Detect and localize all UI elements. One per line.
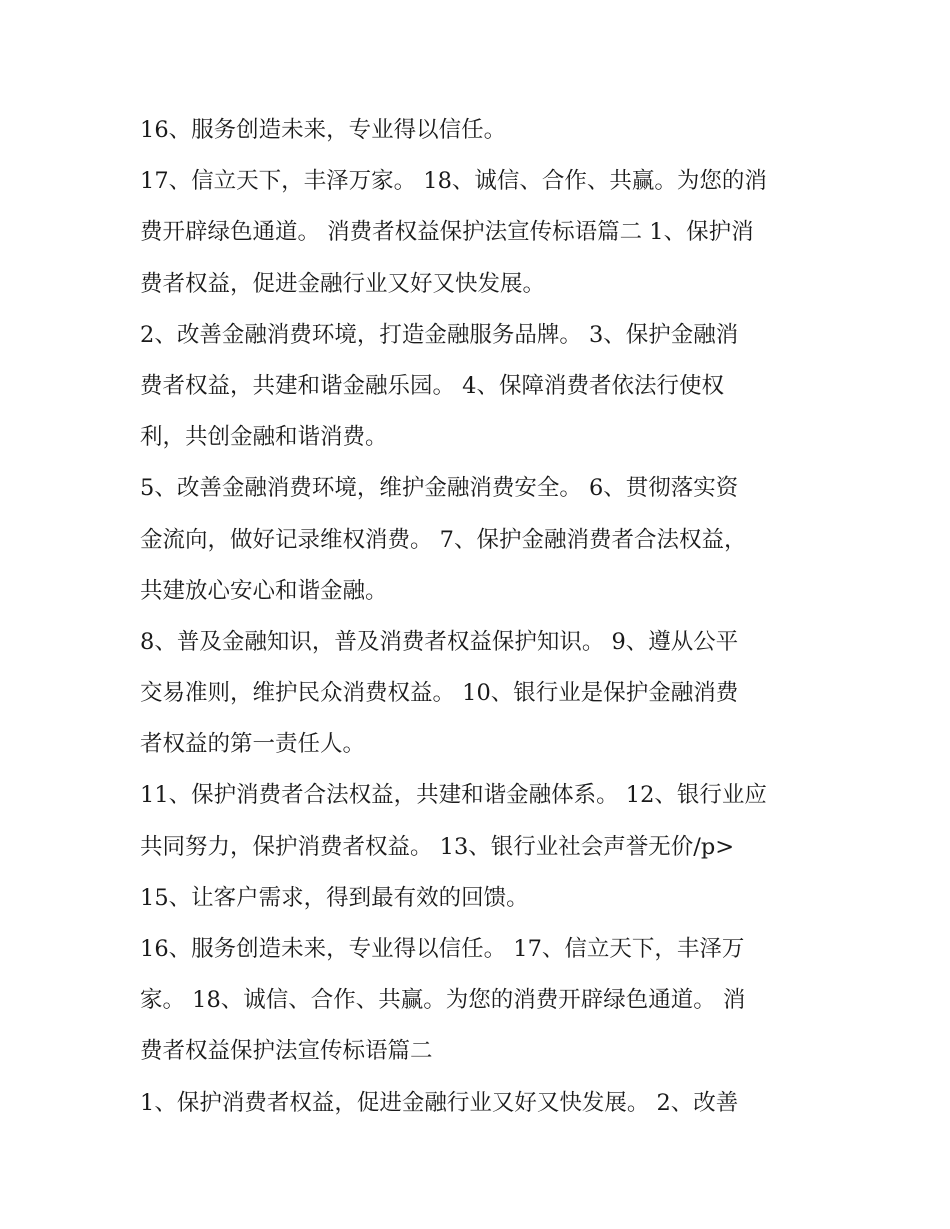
- text-line: 2、改善金融消费环境，打造金融服务品牌。 3、保护金融消: [140, 321, 739, 348]
- text-line: 交易准则，维护民众消费权益。 10、银行业是保护金融消费: [140, 680, 739, 707]
- text-line: 15、让客户需求，得到最有效的回馈。: [140, 884, 529, 911]
- text-line: 1、保护消费者权益，促进金融行业又好又快发展。 2、改善: [140, 1089, 739, 1116]
- text-line: 金流向，做好记录维权消费。 7、保护金融消费者合法权益，: [140, 526, 747, 553]
- document-body: [140, 105, 815, 1129]
- text-line: 11、保护消费者合法权益，共建和谐金融体系。 12、银行业应: [140, 782, 767, 809]
- text-line: 17、信立天下，丰泽万家。 18、诚信、合作、共赢。为您的消: [140, 168, 767, 195]
- text-line: 16、服务创造未来，专业得以信任。 17、信立天下，丰泽万: [140, 936, 745, 962]
- text-line: 共同努力，保护消费者权益。 13、银行业社会声誉无价/p>: [140, 833, 735, 860]
- text-line: 费者权益，共建和谐金融乐园。 4、保障消费者依法行使权: [140, 372, 724, 399]
- text-line: 费开辟绿色通道。 消费者权益保护法宣传标语篇二 1、保护消: [140, 219, 754, 246]
- text-line: 家。 18、诚信、合作、共赢。为您的消费开辟绿色通道。 消: [140, 987, 746, 1014]
- text-line: 者权益的第一责任人。: [140, 731, 366, 758]
- text-line: 8、普及金融知识，普及消费者权益保护知识。 9、遵从公平: [140, 628, 739, 655]
- text-line: 共建放心安心和谐金融。: [140, 577, 388, 604]
- text-line: 费者权益，促进金融行业又好又快发展。: [140, 270, 546, 297]
- text-line: 利，共创金融和谐消费。: [140, 424, 388, 451]
- text-line: 16、服务创造未来，专业得以信任。: [140, 117, 507, 143]
- text-line: 5、改善金融消费环境，维护金融消费安全。 6、贯彻落实资: [140, 475, 739, 502]
- text-line: 费者权益保护法宣传标语篇二: [140, 1038, 433, 1065]
